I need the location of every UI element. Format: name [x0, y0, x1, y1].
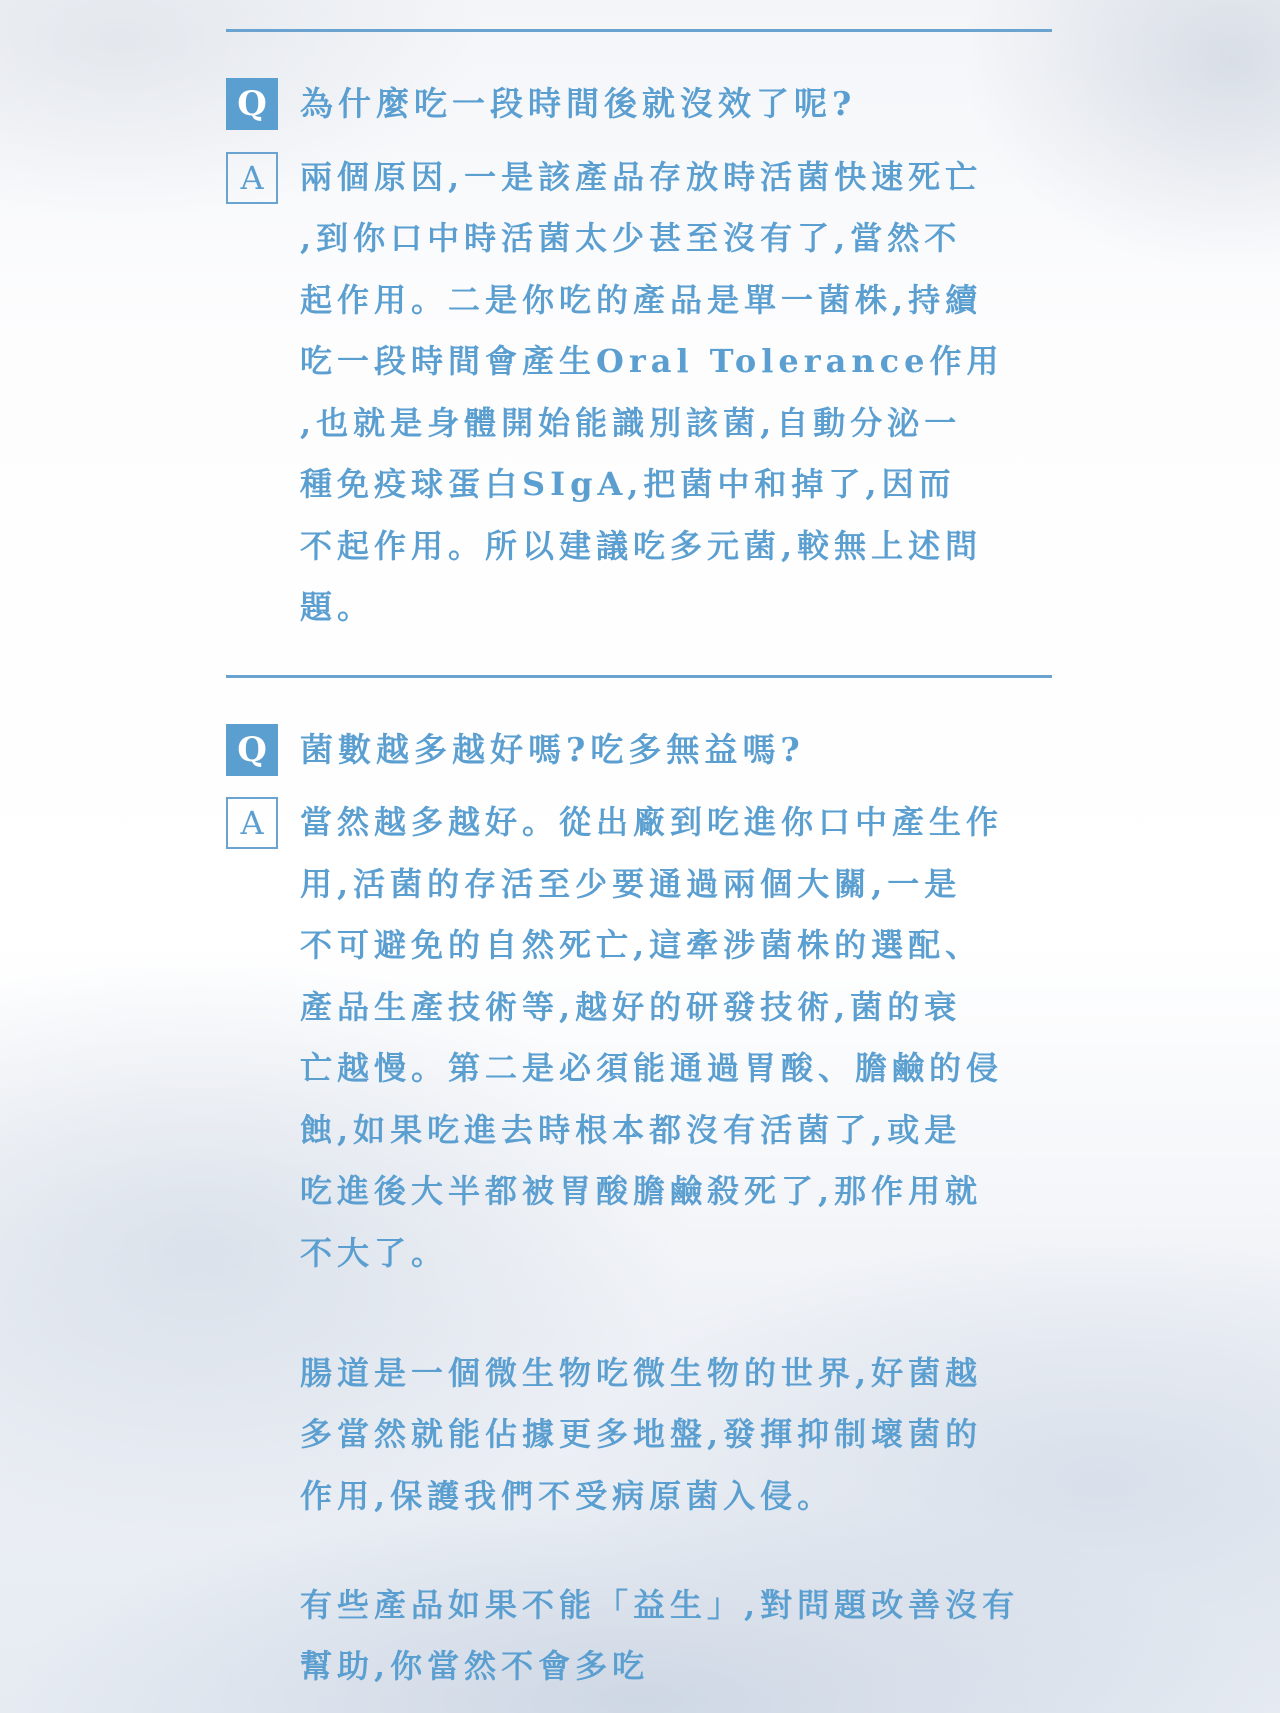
- answer-line: 不大了。: [300, 1234, 449, 1272]
- question-marker: Q: [226, 78, 278, 130]
- question-text: 菌數越多越好嗎?吃多無益嗎?: [300, 730, 805, 769]
- answer-line: ,到你口中時活菌太少甚至沒有了,當然不: [300, 219, 962, 257]
- question-text: 為什麼吃一段時間後就沒效了呢?: [300, 84, 857, 123]
- answer-line: 用,活菌的存活至少要通過兩個大關,一是: [300, 865, 962, 903]
- answer-line: 起作用。二是你吃的產品是單一菌株,持續: [300, 281, 983, 319]
- answer-paragraph-line: 多當然就能佔據更多地盤,發揮抑制壞菌的: [300, 1415, 983, 1453]
- answer-line: 題。: [300, 588, 375, 626]
- answer-marker: A: [226, 152, 278, 204]
- answer-marker: A: [226, 797, 278, 849]
- answer-line: 吃一段時間會產生Oral Tolerance作用: [300, 342, 1004, 380]
- section-divider: [226, 675, 1052, 678]
- answer-line: ,也就是身體開始能識別該菌,自動分泌一: [300, 404, 962, 442]
- answer-line: 吃進後大半都被胃酸膽鹼殺死了,那作用就: [300, 1172, 983, 1210]
- answer-paragraph-line: 腸道是一個微生物吃微生物的世界,好菌越: [300, 1354, 983, 1392]
- answer-line: 兩個原因,一是該產品存放時活菌快速死亡: [300, 158, 983, 196]
- answer-line: 不可避免的自然死亡,這牽涉菌株的選配、: [300, 926, 983, 964]
- answer-line: 當然越多越好。從出廠到吃進你口中產生作: [300, 803, 1004, 841]
- answer-paragraph-line: 作用,保護我們不受病原菌入侵。: [300, 1477, 835, 1515]
- answer-line: 種免疫球蛋白SIgA,把菌中和掉了,因而: [300, 465, 956, 503]
- question-marker: Q: [226, 724, 278, 776]
- answer-line: 亡越慢。第二是必須能通過胃酸、膽鹼的侵: [300, 1049, 1004, 1087]
- answer-line: 不起作用。所以建議吃多元菌,較無上述問: [300, 527, 983, 565]
- answer-paragraph-line: 有些產品如果不能「益生」,對問題改善沒有: [300, 1586, 1020, 1624]
- top-divider: [226, 29, 1052, 32]
- answer-line: 蝕,如果吃進去時根本都沒有活菌了,或是: [300, 1111, 962, 1149]
- answer-line: 產品生產技術等,越好的研發技術,菌的衰: [300, 988, 962, 1026]
- answer-paragraph-line: 幫助,你當然不會多吃: [300, 1647, 650, 1685]
